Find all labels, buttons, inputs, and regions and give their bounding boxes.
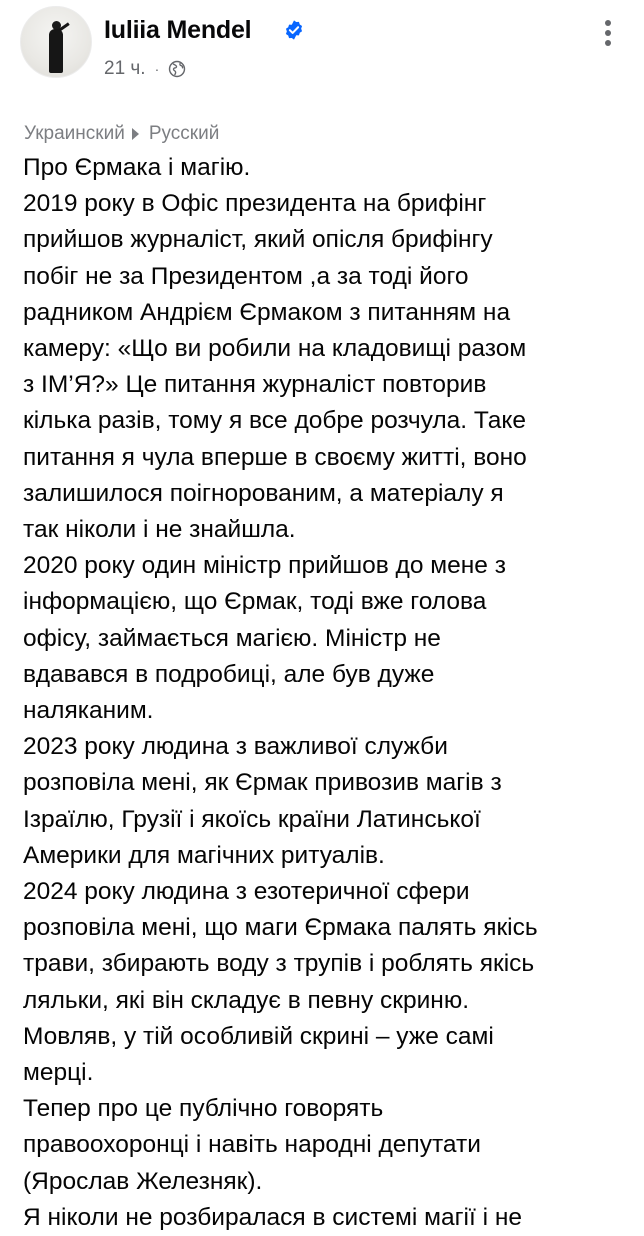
post-text-line: інформацією, що Єрмак, тоді вже голова: [23, 588, 487, 616]
author-name[interactable]: Iuliia Mendel: [104, 16, 252, 44]
post-text-line: 2019 року в Офіс президента на брифінг: [23, 190, 487, 218]
translation-source-language: Украинский: [24, 123, 125, 144]
translation-target-language: Русский: [148, 123, 220, 144]
post-text-line: розповіла мені, що маги Єрмака палять якісь: [23, 914, 538, 942]
post-text-line: 2023 року людина з важливої служби: [23, 733, 448, 761]
post-text-line: камеру: «Що ви робили на кладовищі разом: [23, 335, 527, 363]
post-text-line: питання я чула вперше в своєму житті, воно: [23, 443, 527, 471]
post-header: [0, 0, 644, 100]
post-text-line: побіг не за Президентом ,а за тоді його: [23, 262, 469, 290]
post-text-line: 2020 року один міністр прийшов до мене з: [23, 552, 506, 580]
post-text-line: залишилося поігнорованим, а матеріалу я: [23, 479, 504, 507]
post-text-line: з ІМ’Я?» Це питання журналіст повторив: [23, 371, 487, 399]
post-meta: [104, 58, 186, 80]
post-text-line: трави, збирають воду з трупів і роблять якісь: [23, 950, 535, 978]
post-text-line: Америки для магічних ритуалів.: [23, 841, 385, 869]
post-text-line: розповіла мені, як Єрмак привозив магів з: [23, 769, 502, 797]
post-text-line: мерці.: [23, 1059, 94, 1087]
verified-badge-icon: [283, 19, 305, 41]
globe-icon: [168, 60, 186, 78]
post-text: [23, 150, 635, 1236]
translate-arrow-icon: [131, 127, 141, 141]
post-text-line: вдавався в подробиці, але був дуже: [23, 660, 435, 688]
post-text-line: правоохоронці і навіть народні депутати: [23, 1131, 481, 1159]
avatar-figure-body: [49, 29, 63, 73]
post-text-line: прийшов журналіст, який опісля брифінгу: [23, 226, 493, 254]
post-text-line: радником Андрієм Єрмаком з питанням на: [23, 298, 511, 326]
post-text-line: 2024 року людина з езотеричної сфери: [23, 878, 470, 906]
author-avatar[interactable]: [20, 6, 92, 78]
meta-separator: ·: [154, 61, 160, 77]
post-text-line: офісу, займається магією. Міністр не: [23, 624, 441, 652]
post-text-line: наляканим.: [23, 697, 154, 725]
more-options-icon[interactable]: [591, 16, 625, 50]
translation-bar[interactable]: [24, 123, 219, 145]
post-text-line: Ізраїлю, Грузії і якоїсь країни Латинської: [23, 805, 481, 833]
post-text-line: (Ярослав Железняк).: [23, 1167, 263, 1195]
post-text-line: кілька разів, тому я все добре розчула. Таке: [23, 407, 526, 435]
post-text-line: Про Єрмака і магію.: [23, 154, 251, 181]
post-text-line: Тепер про це публічно говорять: [23, 1095, 384, 1123]
post-text-line: Мовляв, у тій особливій скрині – уже самі: [23, 1022, 494, 1050]
post-text-line: ляльки, які він складує в певну скриню.: [23, 986, 470, 1014]
post-time[interactable]: 21 ч.: [104, 58, 146, 79]
post-text-line: Я ніколи не розбиралася в системі магії і не: [23, 1203, 522, 1231]
post-text-line: так ніколи і не знайшла.: [23, 516, 296, 544]
